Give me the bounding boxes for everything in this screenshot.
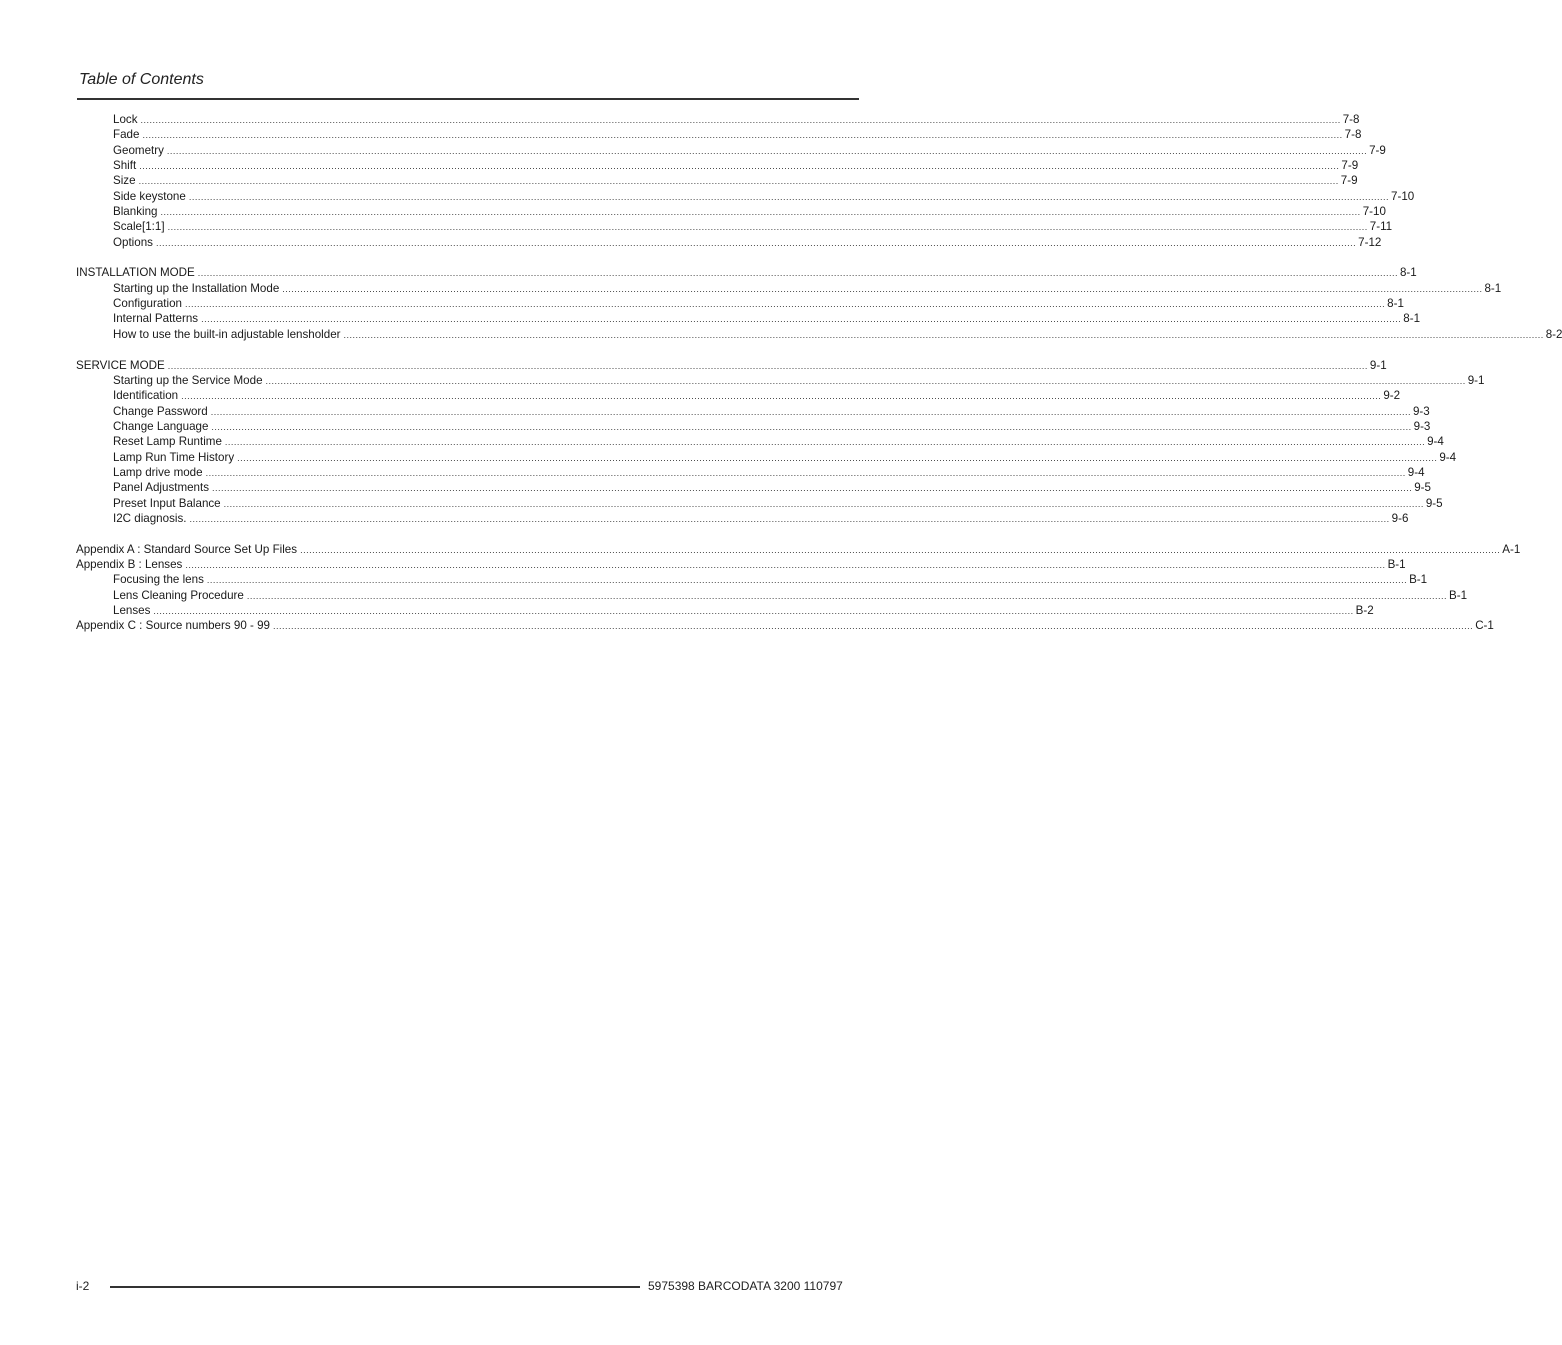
toc-subentry[interactable]	[76, 296, 1404, 311]
toc-entry-label: Scale[1:1]	[113, 220, 165, 234]
dot-leader: ................................................................................................................................................................................................................................................................................................................................................................................................................	[184, 299, 1386, 310]
toc-subentry[interactable]	[76, 496, 1443, 511]
toc-entry-label: Appendix B : Lenses	[76, 557, 183, 571]
page-title: Table of Contents	[79, 71, 204, 88]
document-id: 5975398 BARCODATA 3200 110797	[648, 1279, 843, 1293]
dot-leader: ................................................................................................................................................................................................................................................................................................................................................................................................................	[272, 621, 1474, 632]
toc-entry-page: 7-9	[1369, 143, 1386, 157]
toc-entry-label: Preset Input Balance	[113, 496, 221, 510]
toc-section-entry[interactable]	[76, 265, 1417, 280]
toc-entry-page: 9-5	[1414, 481, 1431, 495]
toc-subentry[interactable]	[76, 189, 1415, 204]
toc-entry-page: 9-4	[1427, 435, 1444, 449]
toc-entry-label: Options	[113, 235, 153, 249]
toc-subentry[interactable]	[76, 450, 1457, 465]
toc-subentry[interactable]	[76, 127, 1362, 142]
toc-entry-label: How to use the built-in adjustable lensholder	[113, 327, 341, 341]
toc-subentry[interactable]	[76, 235, 1382, 250]
toc-entry-page: 8-1	[1387, 297, 1404, 311]
dot-leader: ................................................................................................................................................................................................................................................................................................................................................................................................................	[300, 544, 1501, 555]
toc-entry-label: I2C diagnosis.	[113, 511, 187, 525]
dot-leader: ................................................................................................................................................................................................................................................................................................................................................................................................................	[210, 406, 1411, 417]
dot-leader: ................................................................................................................................................................................................................................................................................................................................................................................................................	[181, 391, 1382, 402]
dot-leader: ................................................................................................................................................................................................................................................................................................................................................................................................................	[188, 191, 1390, 202]
toc-subentry[interactable]	[76, 158, 1359, 173]
toc-entry-label: Starting up the Installation Mode	[113, 281, 280, 295]
toc-entry-page: C-1	[1475, 619, 1494, 633]
page-number: i-2	[76, 1279, 90, 1293]
toc-entry-page: 8-1	[1484, 281, 1502, 295]
footer-rule	[110, 1286, 640, 1288]
dot-leader: ................................................................................................................................................................................................................................................................................................................................................................................................................	[237, 452, 1438, 463]
toc-subentry[interactable]	[76, 311, 1421, 326]
dot-leader: ................................................................................................................................................................................................................................................................................................................................................................................................................	[142, 130, 1343, 141]
toc-subentry[interactable]	[76, 465, 1425, 480]
toc-section-entry[interactable]	[76, 358, 1387, 373]
dot-leader: ................................................................................................................................................................................................................................................................................................................................................................................................................	[201, 314, 1402, 325]
toc-entry-label: Side keystone	[113, 189, 186, 203]
toc-entry-page: 7-10	[1391, 189, 1415, 203]
toc-entry-page: 8-1	[1403, 312, 1421, 326]
dot-leader: ................................................................................................................................................................................................................................................................................................................................................................................................................	[160, 207, 1361, 218]
toc-entry-page: B-2	[1355, 604, 1374, 617]
dot-leader: ................................................................................................................................................................................................................................................................................................................................................................................................................	[185, 559, 1386, 570]
toc-entry-page: B-1	[1449, 588, 1468, 602]
toc-entry-label: Geometry	[113, 143, 164, 157]
toc-entry-page: 9-2	[1383, 389, 1401, 403]
dot-leader: ................................................................................................................................................................................................................................................................................................................................................................................................................	[153, 606, 1354, 616]
dot-leader: ................................................................................................................................................................................................................................................................................................................................................................................................................	[138, 176, 1339, 187]
toc-subentry[interactable]	[76, 419, 1431, 434]
toc-section-entry[interactable]	[76, 618, 1494, 633]
toc-entry-page: 9-3	[1413, 419, 1431, 433]
toc-subentry[interactable]	[76, 404, 1430, 419]
toc-entry-page: 9-3	[1412, 404, 1430, 418]
toc-entry-label: Internal Patterns	[113, 312, 199, 326]
dot-leader: ................................................................................................................................................................................................................................................................................................................................................................................................................	[223, 498, 1424, 509]
toc-entry-label: Lamp drive mode	[113, 465, 203, 479]
toc-entry-page: A-1	[1502, 542, 1521, 556]
toc-entry-label: Starting up the Service Mode	[113, 373, 263, 387]
dot-leader: ................................................................................................................................................................................................................................................................................................................................................................................................................	[212, 483, 1413, 494]
toc-entry-label: Change Password	[113, 404, 208, 418]
dot-leader: ................................................................................................................................................................................................................................................................................................................................................................................................................	[167, 360, 1368, 371]
toc-entry-page: 9-4	[1439, 450, 1457, 464]
dot-leader: ................................................................................................................................................................................................................................................................................................................................................................................................................	[166, 145, 1368, 156]
toc-entry-label: SERVICE MODE	[76, 358, 165, 372]
toc-subentry[interactable]	[76, 173, 1358, 188]
toc-subentry[interactable]	[76, 373, 1485, 388]
dot-leader: ................................................................................................................................................................................................................................................................................................................................................................................................................	[205, 467, 1406, 478]
dot-leader: ................................................................................................................................................................................................................................................................................................................................................................................................................	[343, 329, 1544, 340]
toc-subentry[interactable]	[76, 603, 1374, 618]
toc-entry-label: INSTALLATION MODE	[76, 266, 195, 280]
toc-entry-label: Lens Cleaning Procedure	[113, 588, 244, 602]
toc-entry-page: 8-1	[1399, 266, 1417, 280]
toc-entry-label: Lamp Run Time History	[113, 450, 235, 464]
toc-entry-page: 9-6	[1391, 511, 1409, 525]
dot-leader: ................................................................................................................................................................................................................................................................................................................................................................................................................	[140, 115, 1341, 125]
toc-entry-label: Size	[113, 174, 136, 188]
toc-entry-label: Identification	[113, 389, 179, 403]
dot-leader: ................................................................................................................................................................................................................................................................................................................................................................................................................	[189, 513, 1390, 524]
toc-section-entry[interactable]	[76, 557, 1406, 572]
dot-leader: ................................................................................................................................................................................................................................................................................................................................................................................................................	[206, 575, 1408, 586]
toc-entry-page: 7-12	[1358, 235, 1382, 249]
toc-entry-label: Configuration	[113, 297, 182, 311]
dot-leader: ................................................................................................................................................................................................................................................................................................................................................................................................................	[155, 237, 1357, 248]
dot-leader: ................................................................................................................................................................................................................................................................................................................................................................................................................	[282, 283, 1483, 294]
toc-entry-page: 7-10	[1362, 205, 1386, 219]
toc-subentry[interactable]	[76, 434, 1444, 449]
toc-subentry[interactable]	[76, 219, 1393, 234]
table-of-contents	[76, 112, 1562, 634]
toc-entry-label: Fade	[113, 128, 140, 142]
toc-entry-page: 9-5	[1425, 496, 1443, 510]
toc-entry-label: Panel Adjustments	[113, 481, 210, 495]
dot-leader: ................................................................................................................................................................................................................................................................................................................................................................................................................	[224, 437, 1426, 448]
toc-entry-label: Appendix A : Standard Source Set Up Files	[76, 542, 298, 556]
toc-entry-label: Lenses	[113, 604, 151, 617]
toc-subentry[interactable]	[76, 112, 1360, 127]
dot-leader: ................................................................................................................................................................................................................................................................................................................................................................................................................	[265, 375, 1466, 386]
toc-entry-page: 8-2	[1545, 327, 1562, 341]
dot-leader: ................................................................................................................................................................................................................................................................................................................................................................................................................	[139, 161, 1340, 172]
toc-section-entry[interactable]	[76, 542, 1521, 557]
toc-entry-label: Shift	[113, 159, 137, 173]
toc-subentry[interactable]	[76, 480, 1431, 495]
toc-entry-label: Reset Lamp Runtime	[113, 435, 222, 449]
toc-entry-page: 7-8	[1344, 128, 1362, 142]
header-rule	[77, 98, 859, 100]
toc-entry-page: 7-11	[1369, 220, 1393, 234]
toc-entry-label: Focusing the lens	[113, 573, 204, 587]
toc-subentry[interactable]	[76, 281, 1502, 296]
toc-subentry[interactable]	[76, 388, 1401, 403]
toc-subentry[interactable]	[76, 511, 1409, 526]
dot-leader: ................................................................................................................................................................................................................................................................................................................................................................................................................	[167, 222, 1368, 233]
dot-leader: ................................................................................................................................................................................................................................................................................................................................................................................................................	[197, 268, 1398, 279]
toc-entry-page: 7-8	[1342, 113, 1360, 126]
toc-subentry[interactable]	[76, 204, 1386, 219]
toc-entry-label: Change Language	[113, 419, 209, 433]
toc-entry-label: Lock	[113, 113, 138, 126]
toc-subentry[interactable]	[76, 143, 1386, 158]
toc-entry-label: Blanking	[113, 205, 158, 219]
toc-entry-page: 9-1	[1369, 358, 1387, 372]
toc-entry-page: 9-1	[1467, 373, 1485, 387]
toc-subentry[interactable]	[76, 327, 1562, 342]
toc-entry-page: B-1	[1387, 557, 1406, 571]
toc-entry-page: 7-9	[1341, 159, 1359, 173]
toc-subentry[interactable]	[76, 572, 1428, 587]
toc-entry-label: Appendix C : Source numbers 90 - 99	[76, 619, 270, 633]
toc-entry-page: B-1	[1409, 573, 1428, 587]
toc-subentry[interactable]	[76, 588, 1468, 603]
dot-leader: ................................................................................................................................................................................................................................................................................................................................................................................................................	[211, 421, 1412, 432]
toc-entry-page: 7-9	[1340, 174, 1358, 188]
toc-entry-page: 9-4	[1407, 465, 1425, 479]
dot-leader: ................................................................................................................................................................................................................................................................................................................................................................................................................	[246, 590, 1448, 601]
